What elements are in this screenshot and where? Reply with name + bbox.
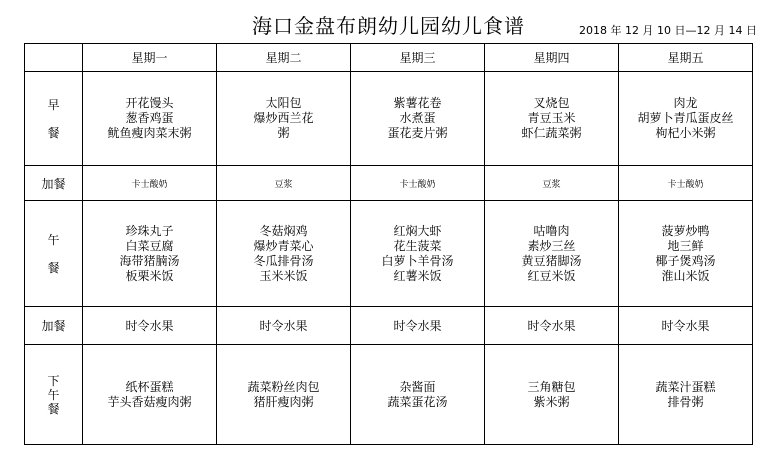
dish: 蔬菜汁蛋糕 — [655, 379, 716, 394]
header-row — [25, 44, 753, 72]
dish: 青豆玉米 — [527, 111, 576, 125]
menu-cell — [485, 201, 619, 307]
corner-cell — [25, 44, 83, 72]
dish: 三角糖包 — [527, 379, 576, 394]
menu-cell — [217, 72, 351, 166]
date-range: 2018 年 12 月 10 日—12 月 14 日 — [579, 24, 757, 37]
dish: 海带猪腩汤 — [119, 253, 180, 268]
dish: 爆炒西兰花 — [253, 111, 314, 125]
menu-cell — [351, 201, 485, 307]
dish: 鱿鱼瘦肉菜末粥 — [107, 126, 192, 140]
menu-cell — [619, 345, 753, 445]
dish: 白菜豆腐 — [125, 238, 174, 253]
dish: 花生菠菜 — [393, 238, 442, 253]
dish: 蛋花麦片粥 — [387, 126, 448, 140]
row-label-snack: 加餐 — [25, 307, 83, 345]
snack-cell: 时令水果 — [217, 307, 351, 345]
day-header: 星期一 — [83, 44, 217, 72]
dish: 地三鲜 — [667, 238, 704, 253]
snack-cell: 卡士酸奶 — [83, 166, 217, 201]
dish: 黄豆猪脚汤 — [521, 253, 582, 268]
dish: 葱香鸡蛋 — [125, 111, 174, 125]
dish: 紫薯花卷 — [393, 96, 442, 110]
dish: 红薯米饭 — [393, 268, 442, 283]
menu-cell — [83, 345, 217, 445]
dish: 紫米粥 — [533, 394, 570, 409]
dish: 玉米米饭 — [259, 268, 308, 283]
menu-cell — [351, 72, 485, 166]
dish: 冬瓜排骨汤 — [253, 253, 314, 268]
dish: 粥 — [277, 126, 290, 140]
menu-cell — [217, 201, 351, 307]
day-header: 星期五 — [619, 44, 753, 72]
dish: 素炒三丝 — [527, 238, 576, 253]
dish: 珍珠丸子 — [125, 223, 174, 238]
row-label-lunch: 午 餐 — [25, 201, 83, 307]
snack-cell: 豆浆 — [485, 166, 619, 201]
dish: 纸杯蛋糕 — [125, 379, 174, 394]
dish: 菠萝炒鸭 — [661, 223, 710, 238]
dish: 虾仁蔬菜粥 — [521, 126, 582, 140]
dish: 芋头香菇瘦肉粥 — [107, 394, 192, 409]
dish: 枸杞小米粥 — [655, 126, 716, 140]
dish: 肉龙 — [673, 96, 698, 110]
snack-row-2 — [25, 307, 753, 345]
snack-cell: 卡士酸奶 — [619, 166, 753, 201]
row-label-breakfast: 早 餐 — [25, 72, 83, 166]
dish: 爆炒青菜心 — [253, 238, 314, 253]
row-label-dinner: 下 午 餐 — [25, 345, 83, 445]
menu-cell — [83, 201, 217, 307]
dish: 水煮蛋 — [399, 111, 436, 125]
dish: 白萝卜羊骨汤 — [381, 253, 454, 268]
dish: 胡萝卜青瓜蛋皮丝 — [637, 111, 734, 125]
menu-cell — [619, 72, 753, 166]
row-label-snack: 加餐 — [25, 166, 83, 201]
dish: 排骨粥 — [667, 394, 704, 409]
dish: 板栗米饭 — [125, 268, 174, 283]
dish: 冬菇焖鸡 — [259, 223, 308, 238]
dinner-row — [25, 345, 753, 445]
snack-cell: 时令水果 — [83, 307, 217, 345]
breakfast-row — [25, 72, 753, 166]
dish: 淮山米饭 — [661, 268, 710, 283]
dish: 开花馒头 — [125, 96, 174, 110]
dish: 咕噜肉 — [533, 223, 570, 238]
snack-row-1 — [25, 166, 753, 201]
snack-cell: 豆浆 — [217, 166, 351, 201]
page-title: 海口金盘布朗幼儿园幼儿食谱 — [252, 14, 525, 38]
menu-cell — [619, 201, 753, 307]
dish: 猪肝瘦肉粥 — [253, 394, 314, 409]
day-header: 星期三 — [351, 44, 485, 72]
menu-cell — [351, 345, 485, 445]
dish: 红焖大虾 — [393, 223, 442, 238]
day-header: 星期二 — [217, 44, 351, 72]
dish: 叉烧包 — [533, 96, 570, 110]
dish: 太阳包 — [265, 96, 302, 110]
snack-cell: 时令水果 — [485, 307, 619, 345]
dish: 红豆米饭 — [527, 268, 576, 283]
menu-cell — [83, 72, 217, 166]
dish: 杂酱面 — [399, 379, 436, 394]
menu-table — [24, 43, 753, 445]
menu-cell — [217, 345, 351, 445]
lunch-row — [25, 201, 753, 307]
snack-cell: 时令水果 — [619, 307, 753, 345]
menu-cell — [485, 72, 619, 166]
dish: 椰子煲鸡汤 — [655, 253, 716, 268]
snack-cell: 时令水果 — [351, 307, 485, 345]
dish: 蔬菜粉丝肉包 — [247, 379, 320, 394]
menu-cell — [485, 345, 619, 445]
day-header: 星期四 — [485, 44, 619, 72]
dish: 蔬菜蛋花汤 — [387, 394, 448, 409]
snack-cell: 卡士酸奶 — [351, 166, 485, 201]
